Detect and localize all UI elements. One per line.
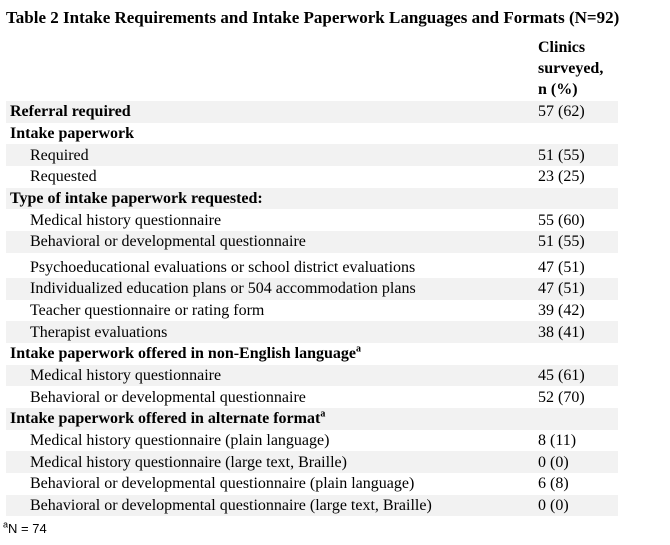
table-row [6, 101, 618, 123]
column-header-clinics [538, 37, 603, 100]
row-value: 51 (55) [538, 146, 585, 164]
footnote-text: N = 74 [8, 521, 47, 536]
table-row [6, 144, 618, 166]
row-label: Behavioral or developmental questionnaire [30, 388, 306, 406]
footnote-marker: a [355, 343, 361, 355]
table-row [6, 300, 618, 322]
row-label: Medical history questionnaire (large text, Braille) [30, 453, 347, 471]
table-row [6, 166, 618, 188]
row-label-text: Intake paperwork offered in alternate format [10, 410, 321, 428]
row-label: Medical history questionnaire (plain language) [30, 431, 330, 449]
row-label: Therapist evaluations [30, 323, 168, 341]
table-row [6, 188, 618, 210]
row-label-text: Intake paperwork offered in non-English language [10, 345, 356, 363]
row-value: 47 (51) [538, 258, 585, 276]
row-label: Requested [30, 168, 97, 186]
table-row [6, 209, 618, 231]
column-header-line-2: surveyed, [538, 60, 604, 77]
row-value: 0 (0) [538, 453, 569, 471]
row-label [6, 343, 532, 364]
row-label: Teacher questionnaire or rating form [30, 301, 265, 319]
table-row [6, 365, 618, 387]
row-label: Behavioral or developmental questionnaire (plain language) [30, 475, 415, 493]
table-row [6, 430, 618, 452]
column-header-line-1: Clinics [538, 39, 586, 56]
row-value: 38 (41) [538, 323, 585, 341]
table-footnote [3, 521, 47, 537]
row-label: Behavioral or developmental questionnaire [30, 233, 306, 251]
table-row [6, 386, 618, 408]
footnote-marker: a [3, 519, 9, 530]
row-label: Intake paperwork [10, 125, 135, 143]
row-label: Medical history questionnaire [30, 211, 222, 229]
row-value: 47 (51) [538, 280, 585, 298]
row-value: 51 (55) [538, 233, 585, 251]
row-value: 8 (11) [538, 431, 577, 449]
row-value: 6 (8) [538, 475, 569, 493]
row-label: Referral required [10, 103, 131, 121]
table-row [6, 278, 618, 300]
table-row [6, 123, 618, 145]
table-row [6, 408, 618, 430]
data-table [6, 37, 618, 516]
row-label: Required [30, 146, 89, 164]
table-header-row [6, 37, 618, 101]
row-value: 45 (61) [538, 366, 585, 384]
row-label: Medical history questionnaire [30, 366, 222, 384]
row-value: 39 (42) [538, 301, 585, 319]
row-label [6, 408, 532, 429]
table-row [6, 343, 618, 365]
row-value: 57 (62) [538, 103, 585, 121]
footnote-marker: a [320, 408, 326, 420]
row-value: 0 (0) [538, 497, 569, 515]
row-value: 52 (70) [538, 388, 585, 406]
row-label: Type of intake paperwork requested: [10, 190, 263, 208]
table-row [6, 253, 618, 278]
table-row [6, 473, 618, 495]
row-label: Individualized education plans or 504 accommodation plans [30, 280, 416, 298]
table-row [6, 451, 618, 473]
row-value: 23 (25) [538, 168, 585, 186]
row-label: Psychoeducational evaluations or school district evaluations [30, 258, 416, 276]
table-row [6, 231, 618, 253]
table-document [6, 0, 646, 516]
row-label: Behavioral or developmental questionnaire (large text, Braille) [30, 497, 432, 515]
table-title: Table 2 Intake Requirements and Intake Paperwork Languages and Formats (N=92) [6, 8, 620, 27]
column-header-line-3: n (%) [538, 81, 578, 98]
table-row [6, 321, 618, 343]
row-value: 55 (60) [538, 211, 585, 229]
table-row [6, 495, 618, 517]
